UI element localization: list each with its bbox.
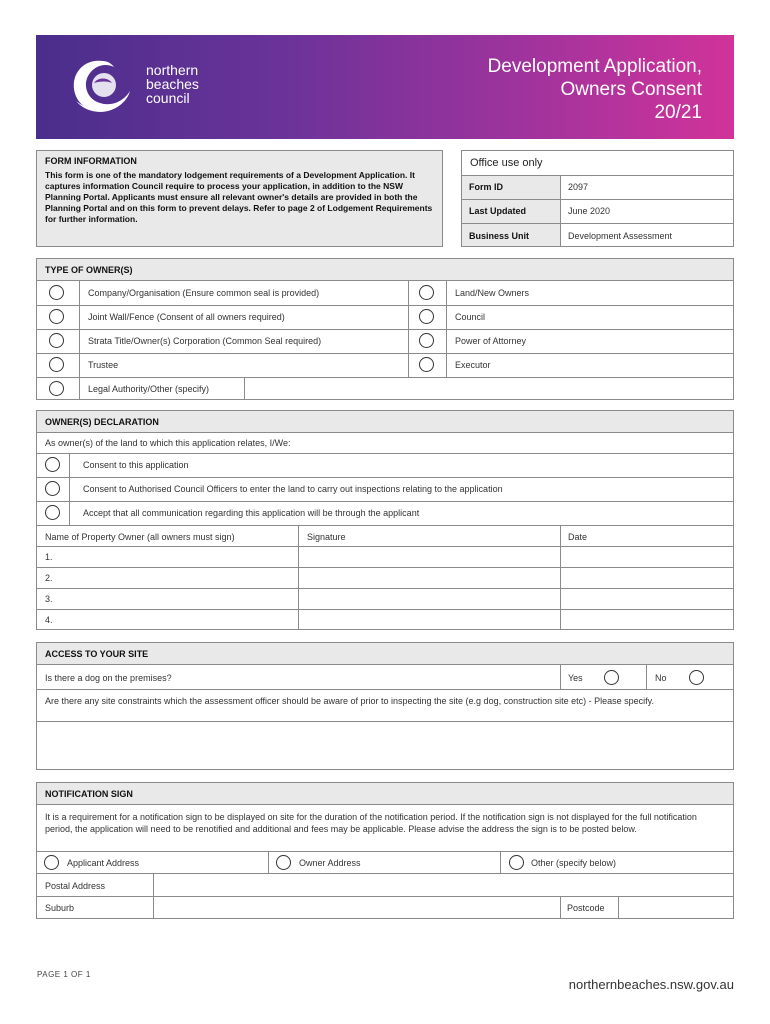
header-banner <box>36 35 734 139</box>
business-unit-label: Business Unit <box>469 231 530 241</box>
dog-yes-label: Yes <box>568 673 583 683</box>
notification-text: It is a requirement for a notification sign to be displayed on site for the duration of the notification period. If the notification sign is not displayed for the full notification period, the application will need to be renotified and additional and fees may be applicable. Please advise the address the sign is to be posted below. <box>45 812 697 834</box>
owner-type-radio-joint-wall[interactable] <box>49 309 64 324</box>
business-unit-value: Development Assessment <box>568 231 673 241</box>
owner-type-radio-power-of-attorney[interactable] <box>419 333 434 348</box>
office-use-heading: Office use only <box>470 157 543 169</box>
notify-radio-other[interactable] <box>509 855 524 870</box>
last-updated-value: June 2020 <box>568 206 611 216</box>
form-id-value: 2097 <box>568 182 589 192</box>
title-line: 20/21 <box>654 102 702 123</box>
notify-option-label: Owner Address <box>299 858 361 868</box>
declaration-checkbox-inspections[interactable] <box>45 481 60 496</box>
declaration-item: Consent to Authorised Council Officers to enter the land to carry out inspections relating to the application <box>83 484 503 494</box>
logo-line: beaches <box>146 76 199 92</box>
owner-type-label: Legal Authority/Other (specify) <box>88 384 210 394</box>
owner-type-radio-land-owners[interactable] <box>419 285 434 300</box>
suburb-input[interactable] <box>154 897 559 918</box>
council-logo-text <box>146 63 199 105</box>
owner-type-label: Joint Wall/Fence (Consent of all owners required) <box>88 312 285 322</box>
access-heading: ACCESS TO YOUR SITE <box>37 643 733 665</box>
notify-option-label: Other (specify below) <box>531 858 617 868</box>
column-header-owner-name: Name of Property Owner (all owners must sign) <box>45 532 235 542</box>
owner-type-label: Executor <box>455 360 491 370</box>
owner-type-label: Council <box>455 312 486 322</box>
page-number: PAGE 1 OF 1 <box>37 970 91 979</box>
owner-type-label: Power of Attorney <box>455 336 527 346</box>
owner-row-number: 3. <box>45 594 53 604</box>
postal-address-input[interactable] <box>154 874 733 896</box>
owner-type-radio-strata[interactable] <box>49 333 64 348</box>
owner-type-label: Trustee <box>88 360 119 370</box>
postal-address-label: Postal Address <box>45 881 106 891</box>
owner-type-radio-executor[interactable] <box>419 357 434 372</box>
council-logo-icon <box>66 55 138 119</box>
postcode-label: Postcode <box>567 903 605 913</box>
column-header-signature: Signature <box>307 532 346 542</box>
website-link[interactable]: northernbeaches.nsw.gov.au <box>568 977 734 992</box>
notify-radio-applicant-address[interactable] <box>44 855 59 870</box>
form-information-panel <box>36 150 443 247</box>
declaration-heading: OWNER(S) DECLARATION <box>37 411 733 433</box>
owner-row-number: 4. <box>45 615 53 625</box>
owner-type-label: Strata Title/Owner(s) Corporation (Common Seal required) <box>88 336 322 346</box>
dog-question: Is there a dog on the premises? <box>45 673 172 683</box>
declaration-intro: As owner(s) of the land to which this application relates, I/We: <box>45 438 291 448</box>
dog-yes-radio[interactable] <box>604 670 619 685</box>
owner-type-heading: TYPE OF OWNER(S) <box>37 259 733 281</box>
owner-name-field[interactable] <box>55 547 297 567</box>
form-information-text: This form is one of the mandatory lodgement requirements of a Development Application. It captures information Council require to process your application, in addition to the NSW Planning Portal. Applicants must ensure all relevant owner's details are provided in both the Planning Portal and on this form to prevent delays. Refer to page 2 of Lodgement Requirements for further information. <box>45 170 433 224</box>
declaration-item: Consent to this application <box>83 460 189 470</box>
form-information-heading: FORM INFORMATION <box>45 156 137 166</box>
postcode-input[interactable] <box>619 897 733 918</box>
title-line: Development Application, <box>487 56 702 77</box>
date-field[interactable] <box>561 547 733 567</box>
dog-no-radio[interactable] <box>689 670 704 685</box>
signature-field[interactable] <box>299 547 559 567</box>
owner-type-label: Land/New Owners <box>455 288 530 298</box>
logo-line: council <box>146 90 190 106</box>
site-constraints-input[interactable] <box>37 722 733 769</box>
owner-type-radio-trustee[interactable] <box>49 357 64 372</box>
notify-option-label: Applicant Address <box>67 858 140 868</box>
notification-heading: NOTIFICATION SIGN <box>37 783 733 805</box>
declaration-checkbox-communication[interactable] <box>45 505 60 520</box>
column-header-date: Date <box>568 532 588 542</box>
owner-type-radio-company[interactable] <box>49 285 64 300</box>
notify-radio-owner-address[interactable] <box>276 855 291 870</box>
owner-type-radio-council[interactable] <box>419 309 434 324</box>
site-constraints-question: Are there any site constraints which the assessment officer should be aware of prior to inspecting the site (e.g dog, construction site etc) - Please specify. <box>45 696 654 706</box>
owner-type-radio-legal-authority[interactable] <box>49 381 64 396</box>
form-id-label: Form ID <box>469 182 504 192</box>
access-section <box>36 642 734 770</box>
suburb-label: Suburb <box>45 903 75 913</box>
other-specify-input[interactable] <box>245 377 733 399</box>
declaration-item: Accept that all communication regarding this application will be through the applicant <box>83 508 420 518</box>
dog-no-label: No <box>655 673 667 683</box>
owner-type-label: Company/Organisation (Ensure common seal is provided) <box>88 288 320 298</box>
office-use-panel <box>461 150 734 247</box>
notification-section <box>36 782 734 919</box>
declaration-checkbox-consent[interactable] <box>45 457 60 472</box>
owner-row-number: 2. <box>45 573 53 583</box>
declaration-section <box>36 410 734 630</box>
logo-line: northern <box>146 62 199 78</box>
last-updated-label: Last Updated <box>469 206 527 216</box>
owner-row-number: 1. <box>45 552 53 562</box>
title-line: Owners Consent <box>560 79 702 100</box>
owner-type-section <box>36 258 734 400</box>
document-title <box>488 55 702 124</box>
